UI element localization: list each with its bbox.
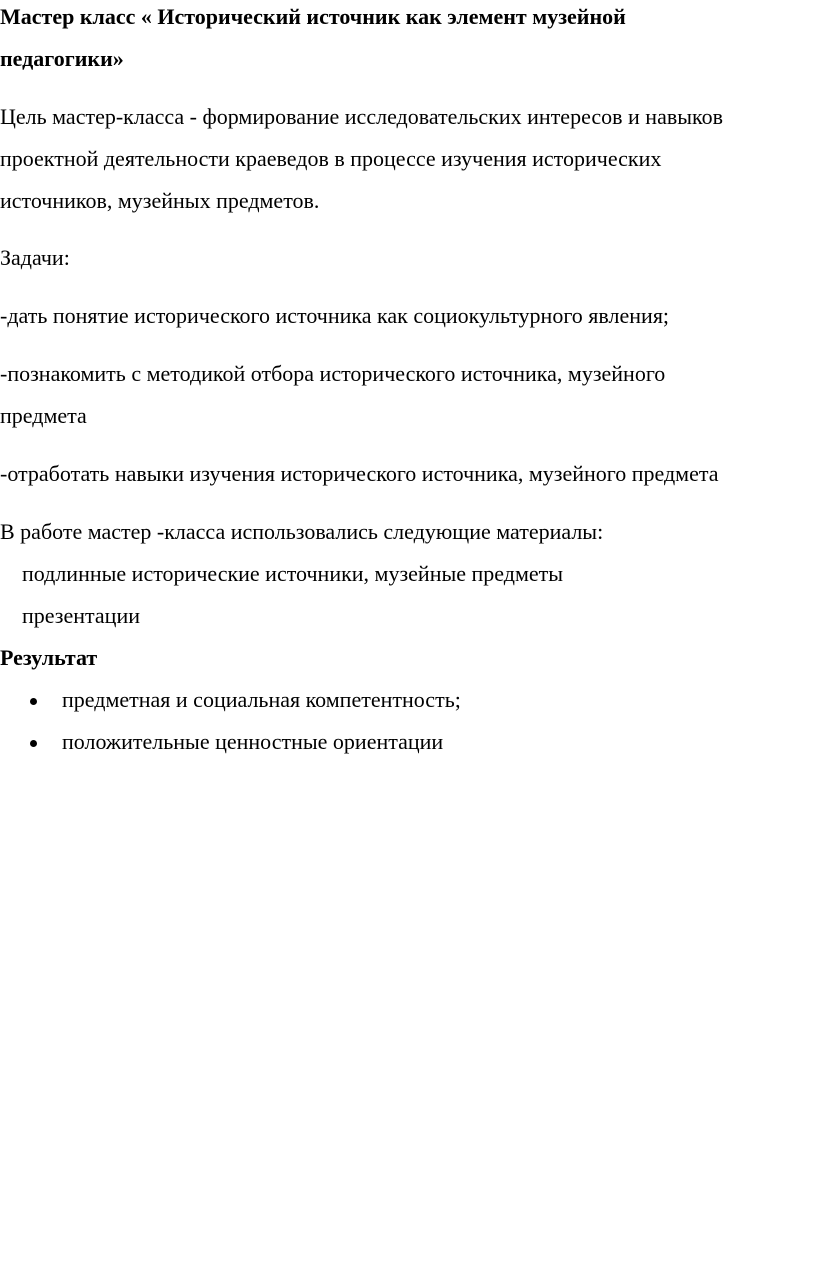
- goal-line-3: источников, музейных предметов.: [0, 188, 320, 213]
- result-item-2: положительные ценностные ориентации: [62, 729, 444, 754]
- goal-line-2: проектной деятельности краеведов в процессе изучения исторических: [0, 146, 662, 171]
- materials-intro: В работе мастер -класса использовались следующие материалы:: [0, 519, 604, 544]
- bullet-icon: [30, 698, 37, 705]
- materials-item-1: подлинные исторические источники, музейные предметы: [22, 561, 564, 586]
- bullet-icon: [30, 740, 37, 747]
- task-item-1: -дать понятие исторического источника как социокультурного явления;: [0, 303, 670, 328]
- document-title-line-2: педагогики»: [0, 46, 124, 71]
- goal-line-1: Цель мастер-класса - формирование исследовательских интересов и навыков: [0, 104, 723, 129]
- task-item-2-line-2: предмета: [0, 403, 87, 428]
- materials-item-2: презентации: [22, 603, 141, 628]
- tasks-heading: Задачи:: [0, 245, 70, 270]
- result-heading: Результат: [0, 645, 98, 670]
- task-item-3: -отработать навыки изучения исторического источника, музейного предмета: [0, 461, 719, 486]
- result-item-1: предметная и социальная компетентность;: [62, 687, 461, 712]
- task-item-2-line-1: -познакомить с методикой отбора исторического источника, музейного: [0, 361, 666, 386]
- document-title-line-1: Мастер класс « Исторический источник как элемент музейной: [0, 4, 626, 29]
